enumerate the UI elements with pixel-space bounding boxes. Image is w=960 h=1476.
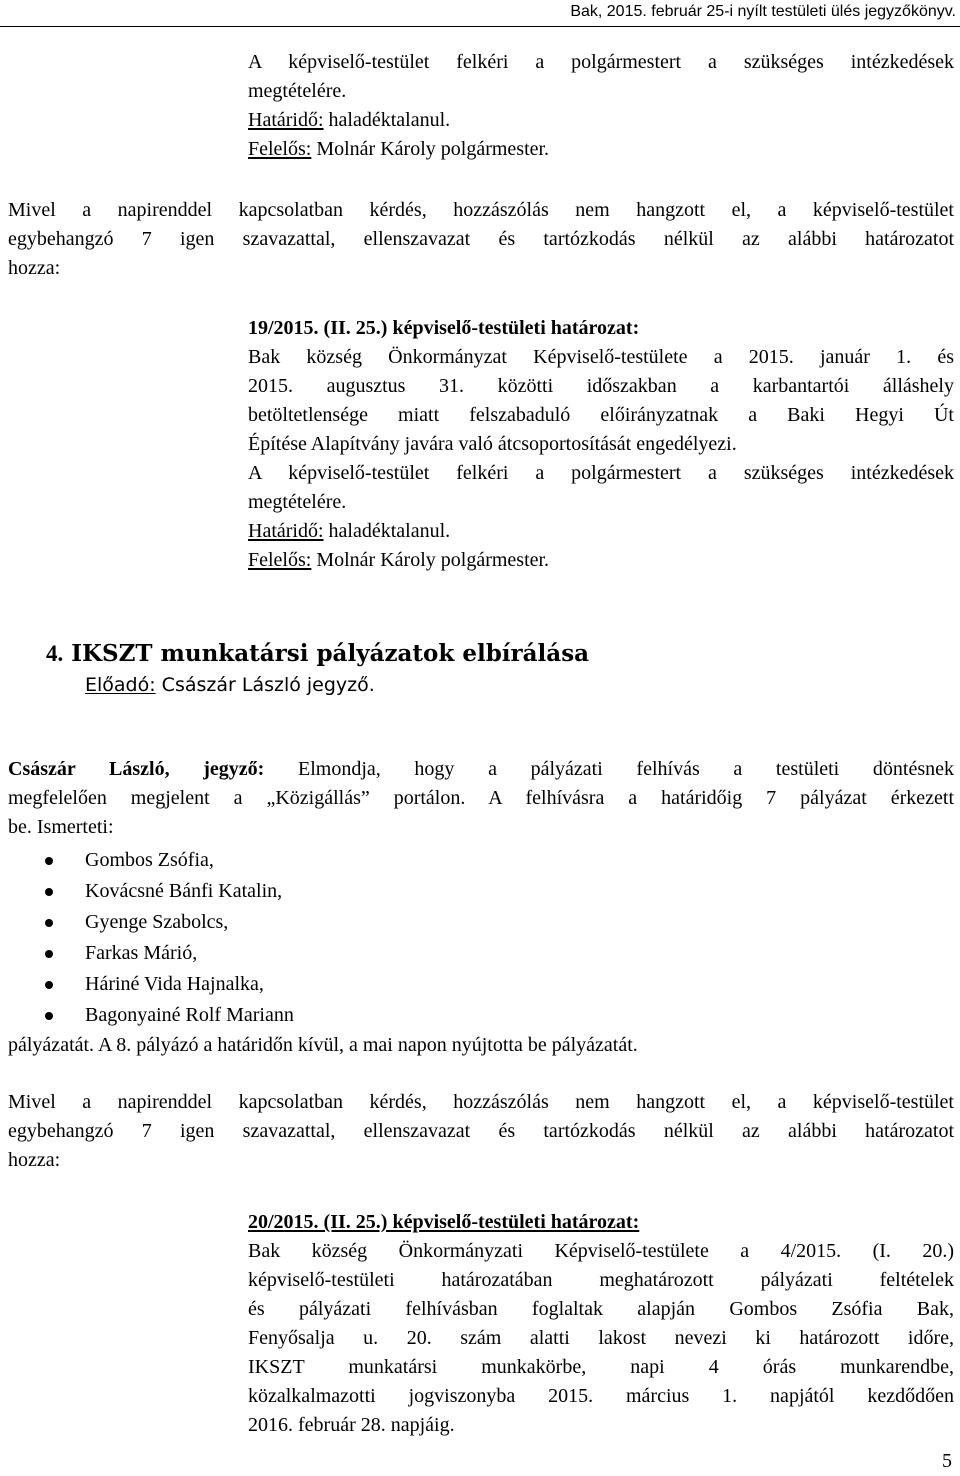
text-line: hozza: bbox=[8, 257, 61, 279]
text-line: közalkalmazotti jogviszonyba 2015. március 1. napjától kezdődően bbox=[248, 1385, 954, 1407]
bullet-icon bbox=[45, 981, 53, 989]
presenter-label: Előadó: bbox=[85, 674, 156, 696]
bullet-icon bbox=[45, 950, 53, 958]
presenter-line bbox=[85, 671, 375, 699]
responsible-label: Felelős: bbox=[248, 138, 312, 160]
text-line bbox=[8, 755, 954, 784]
text-line: pályázatát. A 8. pályázó a határidőn kívül, a mai napon nyújtotta be pályázatát. bbox=[8, 1034, 638, 1056]
text-line: egybehangzó 7 igen szavazattal, ellenszavazat és tartózkodás nélkül az alábbi határozatot bbox=[8, 228, 954, 250]
resolution-20 bbox=[248, 1208, 954, 1440]
deadline-label: Határidő: bbox=[248, 109, 324, 131]
responsible-label: Felelős: bbox=[248, 549, 312, 571]
text-line: A képviselő-testület felkéri a polgármestert a szükséges intézkedések bbox=[248, 462, 954, 484]
section-heading bbox=[46, 638, 589, 670]
deadline-value: haladéktalanul. bbox=[323, 109, 451, 131]
resolution-19 bbox=[248, 314, 954, 575]
bullet-icon bbox=[45, 1012, 53, 1020]
speech-paragraph bbox=[8, 755, 954, 842]
list-item bbox=[0, 876, 294, 907]
responsible-line bbox=[248, 135, 954, 164]
text-line: Mivel a napirenddel kapcsolatban kérdés, hozzászólás nem hangzott el, a képviselő-testület bbox=[8, 1091, 954, 1113]
text-line: Bak község Önkormányzati Képviselő-testülete a 4/2015. (I. 20.) bbox=[248, 1240, 954, 1262]
bullet-icon bbox=[45, 919, 53, 927]
vote-paragraph bbox=[8, 196, 954, 283]
list-item bbox=[0, 969, 294, 1000]
text-line: megtételére. bbox=[248, 491, 347, 513]
text-line: és pályázati felhívásban foglaltak alapján Gombos Zsófia Bak, bbox=[248, 1298, 954, 1320]
text-line: megtételére. bbox=[248, 80, 347, 102]
applicant-name: Bagonyainé Rolf Mariann bbox=[85, 1004, 294, 1026]
presenter-value: Császár László jegyző. bbox=[155, 674, 375, 696]
text-line: Mivel a napirenddel kapcsolatban kérdés, hozzászólás nem hangzott el, a képviselő-testület bbox=[8, 199, 954, 221]
text-line: 2015. augusztus 31. közötti időszakban a karbantartói álláshely bbox=[248, 375, 954, 397]
text-line: megfelelően megjelent a „Közigállás” portálon. A felhívásra a határidőig 7 pályázat érkezett bbox=[8, 787, 954, 809]
text-line: egybehangzó 7 igen szavazattal, ellenszavazat és tartózkodás nélkül az alábbi határozatot bbox=[8, 1120, 954, 1142]
list-item bbox=[0, 938, 294, 969]
vote-paragraph bbox=[8, 1088, 954, 1175]
top-resolution-continuation bbox=[248, 48, 954, 164]
resolution-title bbox=[248, 1208, 954, 1237]
deadline-line bbox=[248, 517, 954, 546]
text-line: képviselő-testületi határozatában meghatározott pályázati feltételek bbox=[248, 1269, 954, 1291]
deadline-label: Határidő: bbox=[248, 520, 324, 542]
responsible-line bbox=[248, 546, 954, 575]
responsible-value: Molnár Károly polgármester. bbox=[311, 549, 550, 571]
text-line: Fenyősalja u. 20. szám alatti lakost nevezi ki határozott időre, bbox=[248, 1327, 954, 1349]
responsible-value: Molnár Károly polgármester. bbox=[311, 138, 550, 160]
text-line: Építése Alapítvány javára való átcsoportosítását engedélyezi. bbox=[248, 433, 737, 455]
applicant-name: Farkas Márió, bbox=[85, 942, 198, 964]
applicant-list bbox=[0, 845, 294, 1031]
list-item bbox=[0, 907, 294, 938]
section-title: IKSZT munkatársi pályázatok elbírálása bbox=[71, 640, 590, 667]
resolution-title: 19/2015. (II. 25.) képviselő-testületi határozat: bbox=[248, 317, 640, 339]
text-line: A képviselő-testület felkéri a polgármestert a szükséges intézkedések bbox=[248, 51, 954, 73]
deadline-line bbox=[248, 106, 954, 135]
applicant-name: Háriné Vida Hajnalka, bbox=[85, 973, 264, 995]
list-item bbox=[0, 1000, 294, 1031]
text-line: hozza: bbox=[8, 1149, 61, 1171]
speech-closing bbox=[8, 1031, 954, 1060]
page-header bbox=[0, 0, 960, 27]
deadline-value: haladéktalanul. bbox=[323, 520, 451, 542]
bullet-icon bbox=[45, 857, 53, 865]
bullet-icon bbox=[45, 888, 53, 896]
text-line: be. Ismerteti: bbox=[8, 816, 114, 838]
applicant-name: Gyenge Szabolcs, bbox=[85, 911, 229, 933]
text-line: betöltetlensége miatt felszabaduló előirányzatnak a Baki Hegyi Út bbox=[248, 404, 954, 426]
text-line: Bak község Önkormányzat Képviselő-testülete a 2015. január 1. és bbox=[248, 346, 954, 368]
speaker-name: Császár László, jegyző: bbox=[8, 758, 265, 780]
header-title: Bak, 2015. február 25-i nyílt testületi ülés jegyzőkönyv. bbox=[570, 3, 956, 20]
list-item bbox=[0, 845, 294, 876]
text-line: 2016. február 28. napjáig. bbox=[248, 1414, 455, 1436]
section-number: 4. bbox=[46, 641, 64, 666]
page-number: 5 bbox=[942, 1450, 952, 1472]
resolution-title-text: 20/2015. (II. 25.) képviselő-testületi határozat: bbox=[248, 1211, 640, 1233]
applicant-name: Gombos Zsófia, bbox=[85, 849, 214, 871]
text-line: IKSZT munkatársi munkakörbe, napi 4 órás munkarendbe, bbox=[248, 1356, 954, 1378]
speech-text: Elmondja, hogy a pályázati felhívás a testületi döntésnek bbox=[264, 758, 954, 780]
applicant-name: Kovácsné Bánfi Katalin, bbox=[85, 880, 283, 902]
